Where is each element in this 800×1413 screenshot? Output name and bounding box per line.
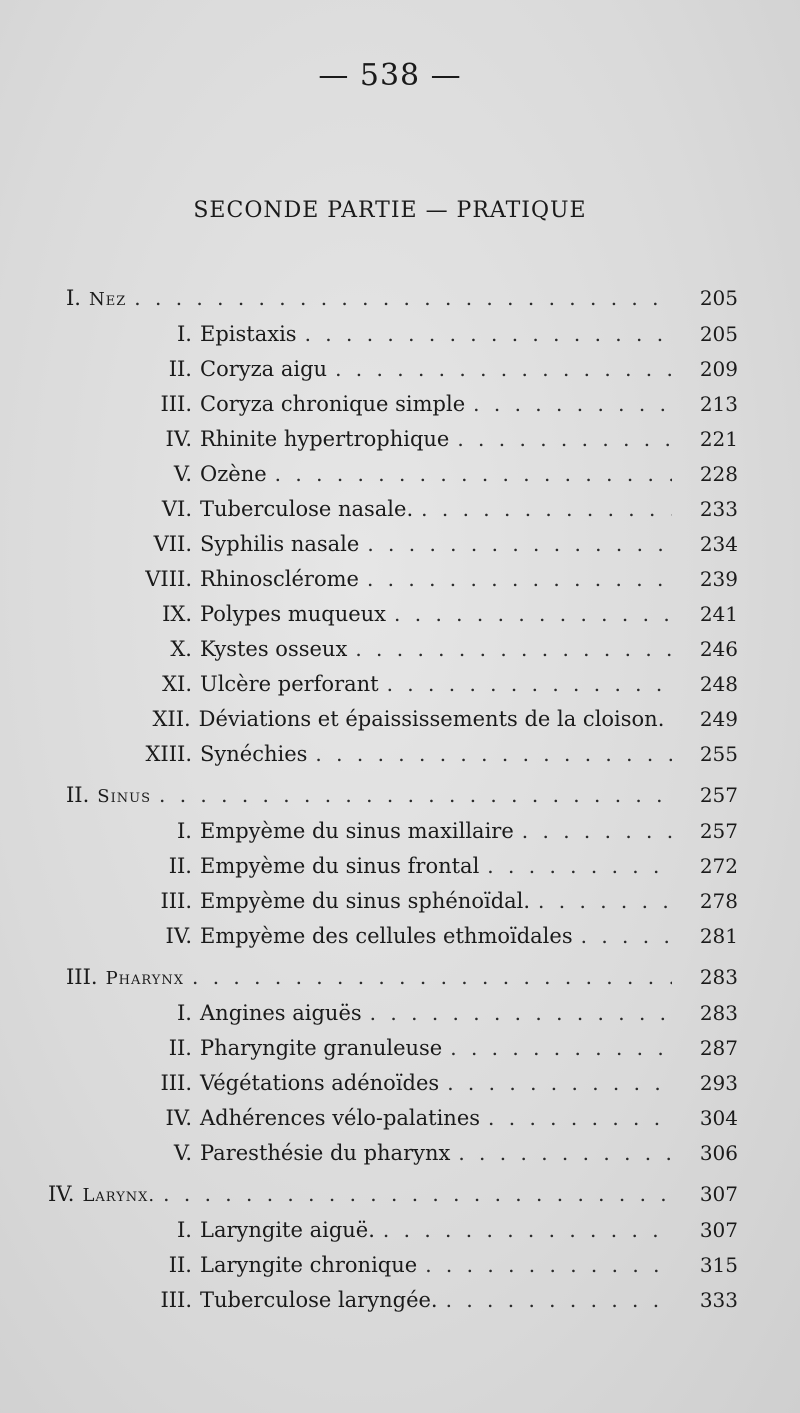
dot-leader: [538, 889, 672, 913]
toc-numeral: II.: [168, 1253, 192, 1277]
toc-entry[interactable]: [0, 854, 800, 889]
toc-page-number: 248: [699, 672, 738, 696]
toc-entry[interactable]: [0, 889, 800, 924]
toc-page-number: 257: [699, 783, 738, 807]
toc-page-number: 209: [699, 357, 738, 381]
dot-leader: [421, 497, 672, 521]
toc-title: Synéchies: [200, 742, 308, 766]
toc-title: Laryngite aiguë.: [200, 1218, 375, 1242]
toc-page-number: 241: [699, 602, 738, 626]
toc-entry[interactable]: [0, 1288, 800, 1323]
toc-page-number: 306: [699, 1141, 738, 1165]
table-of-contents: [0, 286, 800, 1323]
toc-title: Nez: [88, 289, 127, 310]
dot-leader: [163, 1182, 672, 1206]
toc-page-number: 287: [699, 1036, 738, 1060]
toc-numeral: IV.: [48, 1182, 75, 1206]
toc-numeral: III.: [160, 889, 192, 913]
dot-leader: [335, 357, 672, 381]
toc-title: Ulcère perforant: [200, 672, 379, 696]
toc-entry[interactable]: [0, 567, 800, 602]
toc-title: Rhinite hypertrophique: [200, 427, 450, 451]
toc-numeral: VIII.: [145, 567, 192, 591]
dot-leader: [134, 286, 672, 310]
toc-numeral: I.: [177, 819, 192, 843]
toc-entry[interactable]: [0, 392, 800, 427]
toc-section[interactable]: [0, 965, 800, 1001]
dot-leader: [473, 392, 672, 416]
dot-leader: [387, 672, 672, 696]
dot-leader: [394, 602, 672, 626]
toc-numeral: IV.: [165, 1106, 192, 1130]
dot-leader: [522, 819, 672, 843]
dot-leader: [367, 532, 672, 556]
toc-entry[interactable]: [0, 1071, 800, 1106]
toc-page-number: 255: [699, 742, 738, 766]
toc-page-number: 233: [699, 497, 738, 521]
toc-numeral: I.: [177, 1218, 192, 1242]
toc-page-number: 272: [699, 854, 738, 878]
toc-numeral: X.: [170, 637, 192, 661]
toc-page-number: 213: [699, 392, 738, 416]
toc-page-number: 333: [699, 1288, 738, 1312]
toc-page-number: 307: [699, 1182, 738, 1206]
toc-section[interactable]: [0, 286, 800, 322]
toc-title: Ozène: [200, 462, 267, 486]
dot-leader: [447, 1071, 672, 1095]
toc-numeral: III.: [66, 965, 98, 989]
part-title: SECONDE PARTIE — PRATIQUE: [193, 198, 587, 223]
toc-page-number: 307: [699, 1218, 738, 1242]
toc-numeral: III.: [160, 1288, 192, 1312]
toc-title: Coryza aigu: [200, 357, 328, 381]
toc-entry[interactable]: [0, 1036, 800, 1071]
toc-entry[interactable]: [0, 427, 800, 462]
toc-numeral: II.: [168, 854, 192, 878]
toc-numeral: XIII.: [145, 742, 192, 766]
toc-numeral: I.: [177, 322, 192, 346]
toc-title: Tuberculose laryngée.: [200, 1288, 438, 1312]
toc-page-number: 283: [699, 965, 738, 989]
toc-title: Pharynx: [105, 968, 184, 989]
toc-section[interactable]: [0, 783, 800, 819]
dot-leader: [488, 1106, 672, 1130]
toc-page-number: 278: [699, 889, 738, 913]
toc-page-number: 205: [699, 286, 738, 310]
toc-section[interactable]: [0, 1182, 800, 1218]
toc-numeral: I.: [66, 286, 81, 310]
toc-page-number: 304: [699, 1106, 738, 1130]
toc-title: Empyème du sinus maxillaire: [200, 819, 514, 843]
toc-entry[interactable]: [0, 1218, 800, 1253]
toc-entry[interactable]: [0, 672, 800, 707]
toc-page-number: 249: [699, 707, 738, 731]
toc-title: Epistaxis: [200, 322, 297, 346]
toc-numeral: IX.: [162, 602, 192, 626]
toc-numeral: II.: [168, 1036, 192, 1060]
toc-page-number: 315: [699, 1253, 738, 1277]
toc-entry[interactable]: [0, 602, 800, 637]
toc-entry[interactable]: [0, 1106, 800, 1141]
toc-title: Sinus: [97, 786, 151, 807]
toc-page-number: 239: [699, 567, 738, 591]
toc-numeral: I.: [177, 1001, 192, 1025]
toc-numeral: III.: [160, 1071, 192, 1095]
toc-numeral: VI.: [161, 497, 192, 521]
toc-entry[interactable]: [0, 637, 800, 672]
toc-title: Paresthésie du pharynx: [200, 1141, 451, 1165]
dot-leader: [383, 1218, 672, 1242]
toc-title: Déviations et épaississements de la cloison.: [198, 707, 665, 731]
toc-page-number: 283: [699, 1001, 738, 1025]
toc-title: Angines aiguës: [200, 1001, 362, 1025]
toc-title: Adhérences vélo-palatines: [200, 1106, 481, 1130]
toc-numeral: V.: [173, 1141, 192, 1165]
dot-leader: [425, 1253, 672, 1277]
dot-leader: [367, 567, 672, 591]
toc-numeral: II.: [168, 357, 192, 381]
dot-leader: [458, 1141, 672, 1165]
toc-title: Polypes muqueux: [200, 602, 387, 626]
toc-title: Coryza chronique simple: [200, 392, 466, 416]
toc-title: Végétations adénoïdes: [200, 1071, 440, 1095]
toc-entry[interactable]: [0, 1253, 800, 1288]
dot-leader: [446, 1288, 672, 1312]
toc-numeral: V.: [173, 462, 192, 486]
dot-leader: [192, 965, 672, 989]
toc-title: Laryngite chronique: [200, 1253, 418, 1277]
toc-entry[interactable]: [0, 1141, 800, 1176]
dot-leader: [581, 924, 672, 948]
toc-numeral: IV.: [165, 427, 192, 451]
toc-page-number: 246: [699, 637, 738, 661]
dot-leader: [457, 427, 672, 451]
page-number: — 538 —: [318, 58, 462, 93]
dot-leader: [275, 462, 672, 486]
dot-leader: [315, 742, 672, 766]
dot-leader: [487, 854, 672, 878]
toc-entry[interactable]: [0, 497, 800, 532]
toc-entry[interactable]: [0, 924, 800, 959]
toc-title: Syphilis nasale: [200, 532, 360, 556]
toc-title: Kystes osseux: [200, 637, 348, 661]
toc-title: Tuberculose nasale.: [200, 497, 414, 521]
toc-page-number: 234: [699, 532, 738, 556]
toc-numeral: XI.: [162, 672, 192, 696]
toc-page-number: 205: [699, 322, 738, 346]
toc-page-number: 257: [699, 819, 738, 843]
dot-leader: [370, 1001, 672, 1025]
toc-title: Empyème du sinus sphénoïdal.: [200, 889, 531, 913]
dot-leader: [305, 322, 672, 346]
dot-leader: [159, 783, 672, 807]
toc-entry[interactable]: [0, 532, 800, 567]
toc-entry[interactable]: [0, 357, 800, 392]
toc-entry[interactable]: [0, 742, 800, 777]
toc-numeral: II.: [66, 783, 90, 807]
toc-title: Empyème du sinus frontal: [200, 854, 480, 878]
toc-entry[interactable]: [0, 462, 800, 497]
toc-entry[interactable]: [0, 322, 800, 357]
toc-page-number: 281: [699, 924, 738, 948]
toc-page-number: 221: [699, 427, 738, 451]
toc-title: Rhinosclérome: [200, 567, 359, 591]
toc-numeral: IV.: [165, 924, 192, 948]
dot-leader: [355, 637, 672, 661]
toc-page-number: 293: [699, 1071, 738, 1095]
toc-page-number: 228: [699, 462, 738, 486]
toc-title: Larynx.: [82, 1185, 156, 1206]
toc-entry[interactable]: [0, 707, 800, 742]
toc-entry[interactable]: [0, 1001, 800, 1036]
dot-leader: [450, 1036, 672, 1060]
toc-title: Pharyngite granuleuse: [200, 1036, 443, 1060]
toc-numeral: XII.: [152, 707, 191, 731]
toc-numeral: III.: [160, 392, 192, 416]
toc-numeral: VII.: [153, 532, 192, 556]
toc-entry[interactable]: [0, 819, 800, 854]
toc-title: Empyème des cellules ethmoïdales: [200, 924, 573, 948]
